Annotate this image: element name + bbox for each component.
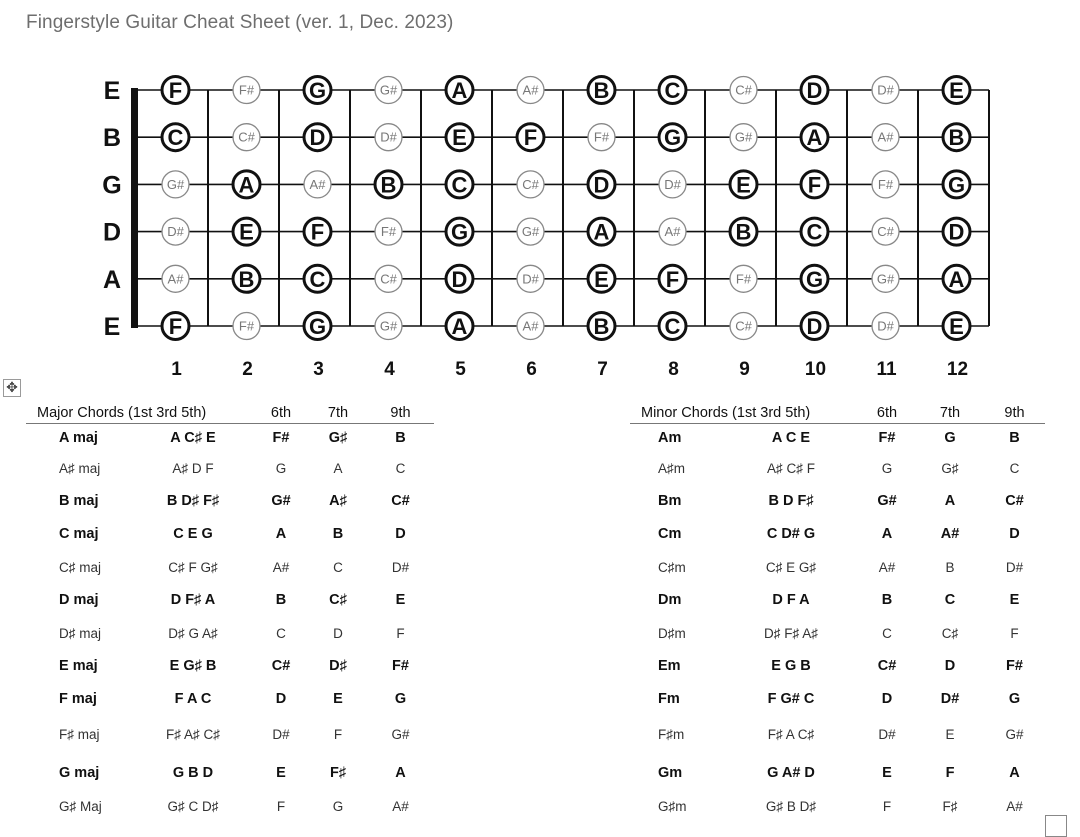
note-label: G <box>308 314 327 339</box>
minor-chord-name: Fm <box>658 691 680 707</box>
major-row <box>26 518 434 551</box>
fret-number: 1 <box>171 359 182 380</box>
note-label: E <box>452 125 467 151</box>
note-label: G# <box>734 129 753 145</box>
minor-header-6th: 6th <box>858 403 916 424</box>
note-label: A <box>806 125 823 151</box>
major-chord-6th: G# <box>271 493 291 509</box>
major-header-row <box>26 403 434 424</box>
major-row <box>26 716 434 754</box>
minor-chord-6th: G# <box>877 493 897 509</box>
table-move-handle-icon[interactable]: ✥ <box>3 379 21 397</box>
minor-chord-7th: D# <box>940 691 960 707</box>
note-label: A# <box>522 82 539 98</box>
major-chord-notes: D♯ G A♯ <box>168 625 218 641</box>
minor-row <box>630 485 1045 518</box>
note-label: G# <box>379 318 398 334</box>
major-chord-9th: D# <box>391 559 410 575</box>
major-chord-9th: E <box>395 592 406 608</box>
minor-header-row <box>630 403 1045 424</box>
minor-chord-notes: C♯ E G♯ <box>765 559 817 575</box>
note-label: C# <box>238 129 255 145</box>
note-label: G# <box>876 271 895 287</box>
note-label: D <box>309 125 326 151</box>
major-chord-name: G♯ Maj <box>59 799 102 814</box>
minor-chord-6th: A# <box>878 559 896 575</box>
minor-chord-name: Cm <box>658 526 682 542</box>
note-label: C <box>664 78 681 103</box>
note-label: A <box>948 266 965 292</box>
minor-chord-9th: E <box>1009 592 1020 608</box>
major-row <box>26 650 434 683</box>
major-chord-6th: F# <box>272 429 290 446</box>
minor-chord-6th: D <box>881 691 893 707</box>
note-label: C <box>664 314 681 339</box>
fret-number: 3 <box>313 359 324 380</box>
minor-row <box>630 584 1045 617</box>
note-label: F <box>807 172 822 198</box>
note-label: F# <box>380 224 397 240</box>
major-chord-7th: D <box>333 625 343 641</box>
major-chord-6th: D <box>275 691 287 707</box>
note-label: G# <box>166 176 185 192</box>
minor-chord-name: Am <box>658 429 682 446</box>
minor-chord-name: F♯m <box>658 727 685 742</box>
minor-chord-notes: D♯ F♯ A♯ <box>763 625 818 641</box>
minor-chord-6th: G <box>881 460 893 476</box>
string-label: G <box>102 171 122 200</box>
minor-chord-7th: G <box>944 429 956 446</box>
major-chord-name: F maj <box>59 691 97 707</box>
note-label: D# <box>167 224 184 240</box>
minor-row <box>630 551 1045 584</box>
fret-number: 12 <box>946 359 969 380</box>
note-label: C# <box>735 82 752 98</box>
major-chord-6th: E <box>276 764 286 781</box>
major-chord-name: A♯ maj <box>59 460 101 476</box>
string-label: D <box>102 218 122 247</box>
fret-number: 11 <box>876 359 897 380</box>
note-label: B <box>948 125 965 151</box>
fret-number: 5 <box>455 359 466 380</box>
note-label: G# <box>521 224 540 240</box>
major-chord-9th: A# <box>392 799 409 814</box>
major-row <box>26 551 434 584</box>
note-label: F# <box>735 271 752 287</box>
note-label: A# <box>309 176 326 192</box>
minor-row <box>630 617 1045 650</box>
note-label: B <box>593 78 610 103</box>
fret-number: 10 <box>804 359 827 380</box>
nut <box>131 88 138 328</box>
note-label: D# <box>877 82 894 98</box>
major-chord-7th: G♯ <box>328 429 348 446</box>
major-chord-9th: D <box>395 526 406 542</box>
fret-number: 9 <box>739 359 750 380</box>
minor-chord-6th: A <box>881 526 893 542</box>
minor-chord-notes: E G B <box>771 658 811 674</box>
minor-chord-name: Dm <box>658 592 682 608</box>
note-label: D# <box>522 271 539 287</box>
major-chord-name: D♯ maj <box>59 625 102 641</box>
note-label: F <box>168 78 183 103</box>
note-label: E <box>594 266 609 292</box>
major-chord-9th: A <box>395 764 406 781</box>
fret-number: 8 <box>668 359 679 380</box>
minor-chord-name: C♯m <box>658 559 686 575</box>
note-label: C# <box>735 318 752 334</box>
minor-chord-7th: G♯ <box>941 460 959 476</box>
minor-chord-7th: F <box>945 764 955 781</box>
minor-chord-notes: C D# G <box>766 526 816 542</box>
minor-chord-6th: F <box>882 799 892 814</box>
minor-chord-7th: C <box>944 592 956 608</box>
major-chord-name: F♯ maj <box>59 727 100 742</box>
minor-chord-7th: A <box>944 493 956 509</box>
minor-chord-notes: F G# C <box>767 691 815 707</box>
note-label: D <box>806 78 823 103</box>
minor-chord-6th: F# <box>878 429 896 446</box>
major-row <box>26 792 434 822</box>
major-chord-6th: G <box>275 460 287 476</box>
note-label: F <box>168 314 183 339</box>
major-chord-7th: F♯ <box>329 764 347 781</box>
major-chord-6th: A# <box>272 559 290 575</box>
minor-chord-7th: D <box>944 658 956 674</box>
major-row <box>26 683 434 716</box>
major-chord-6th: C <box>276 625 286 641</box>
minor-chord-notes: A C E <box>771 429 811 446</box>
major-chord-6th: A <box>275 526 287 542</box>
minor-chord-name: Gm <box>658 764 683 781</box>
major-chord-notes: G B D <box>172 764 214 781</box>
note-label: D <box>948 219 965 245</box>
minor-chord-name: A♯m <box>658 460 685 476</box>
note-label: C# <box>522 176 539 192</box>
major-chord-notes: D F♯ A <box>170 592 216 608</box>
note-label: G# <box>379 82 398 98</box>
string-label: A <box>102 265 122 294</box>
minor-row <box>630 754 1045 792</box>
major-chord-7th: A <box>333 460 343 476</box>
fret-number: 2 <box>242 359 253 380</box>
major-row <box>26 424 434 452</box>
note-label: D# <box>664 176 681 192</box>
major-chord-7th: C <box>333 559 343 575</box>
major-chord-9th: C# <box>391 493 410 509</box>
minor-chord-notes: D F A <box>772 592 810 608</box>
minor-row <box>630 683 1045 716</box>
major-chord-notes: A♯ D F <box>172 460 214 476</box>
major-chord-6th: B <box>275 592 287 608</box>
major-chord-name: G maj <box>59 764 100 781</box>
minor-chord-9th: D <box>1009 526 1020 542</box>
major-header-6th: 6th <box>253 403 309 424</box>
note-label: A# <box>877 129 894 145</box>
major-row <box>26 754 434 792</box>
note-label: C <box>806 219 823 245</box>
major-chord-7th: B <box>332 526 344 542</box>
minor-chord-6th: B <box>881 592 893 608</box>
note-label: A <box>593 219 610 245</box>
note-label: C <box>451 172 468 198</box>
note-label: F# <box>238 82 255 98</box>
minor-row <box>630 792 1045 822</box>
note-label: B <box>735 219 752 245</box>
minor-chord-7th: E <box>945 727 955 742</box>
minor-chord-9th: G# <box>1005 727 1024 742</box>
minor-chord-9th: D# <box>1005 559 1024 575</box>
major-chord-6th: D# <box>272 727 290 742</box>
note-label: A# <box>167 271 184 287</box>
major-chord-7th: A♯ <box>329 493 347 509</box>
minor-header-7th: 7th <box>916 403 984 424</box>
fret-number: 7 <box>597 359 608 380</box>
minor-chord-6th: C <box>882 625 892 641</box>
minor-chords-table <box>630 403 1045 822</box>
major-row <box>26 485 434 518</box>
major-chord-9th: B <box>395 429 406 446</box>
minor-chord-6th: D# <box>878 727 896 742</box>
major-row <box>26 617 434 650</box>
major-chord-notes: F A C <box>174 691 212 707</box>
note-label: D <box>451 266 468 292</box>
minor-chord-6th: C# <box>877 658 897 674</box>
minor-row <box>630 452 1045 485</box>
note-label: D <box>806 314 823 339</box>
major-chord-6th: C# <box>271 658 291 674</box>
major-header-9th: 9th <box>367 403 434 424</box>
note-label: A <box>238 172 255 198</box>
note-label: G <box>663 125 682 151</box>
minor-chord-9th: A <box>1009 764 1020 781</box>
string-label: E <box>103 313 121 341</box>
note-label: A# <box>664 224 681 240</box>
major-row <box>26 452 434 485</box>
minor-chord-9th: C <box>1009 460 1020 476</box>
note-label: B <box>380 172 397 198</box>
major-chord-notes: E G♯ B <box>169 658 217 674</box>
minor-chord-9th: A# <box>1006 799 1023 814</box>
note-label: E <box>736 172 751 198</box>
minor-chord-6th: E <box>882 764 892 781</box>
minor-chord-9th: F <box>1010 625 1019 641</box>
major-chords-table <box>26 403 434 822</box>
fret-number: 4 <box>384 359 395 380</box>
string-label: E <box>103 77 121 105</box>
minor-chord-7th: B <box>945 559 955 575</box>
major-chord-name: E maj <box>59 658 98 674</box>
minor-header-9th: 9th <box>984 403 1045 424</box>
minor-chord-notes: F♯ A C♯ <box>767 727 815 742</box>
resize-handle[interactable] <box>1045 815 1067 837</box>
note-label: A# <box>522 318 539 334</box>
note-label: C# <box>877 224 894 240</box>
note-label: G <box>308 78 327 103</box>
major-chord-name: B maj <box>59 493 99 509</box>
note-label: F# <box>593 129 610 145</box>
major-chord-7th: G <box>332 799 344 814</box>
note-label: B <box>593 314 610 339</box>
minor-chord-notes: G♯ B D♯ <box>765 799 817 814</box>
minor-row <box>630 716 1045 754</box>
minor-row <box>630 650 1045 683</box>
major-chord-notes: C E G <box>173 526 213 542</box>
note-label: A <box>451 314 468 339</box>
major-header-chords: Major Chords (1st 3rd 5th) <box>26 403 253 424</box>
minor-chord-name: Em <box>658 658 681 674</box>
minor-chord-name: G♯m <box>658 799 687 814</box>
note-label: C <box>167 125 184 151</box>
document-title: Fingerstyle Guitar Cheat Sheet (ver. 1, Dec. 2023) <box>26 12 454 33</box>
fret-number: 6 <box>526 359 537 380</box>
major-row <box>26 584 434 617</box>
string-label: B <box>102 124 122 153</box>
minor-chord-9th: C# <box>1005 493 1024 509</box>
minor-chord-9th: G <box>1008 691 1021 707</box>
minor-chord-notes: G A# D <box>767 764 815 781</box>
major-chord-9th: C <box>395 460 406 476</box>
minor-chord-name: D♯m <box>658 625 686 641</box>
note-label: D# <box>380 129 397 145</box>
major-chord-7th: F <box>333 727 343 742</box>
major-chord-7th: C♯ <box>329 592 347 608</box>
major-chord-9th: F# <box>392 658 409 674</box>
minor-chord-name: Bm <box>658 493 682 509</box>
minor-chord-9th: F# <box>1006 658 1023 674</box>
note-label: C <box>309 266 326 292</box>
note-label: E <box>239 219 254 245</box>
major-chord-name: A maj <box>59 429 98 446</box>
note-label: E <box>949 314 964 339</box>
minor-chord-7th: F♯ <box>942 799 958 814</box>
major-chord-notes: F♯ A♯ C♯ <box>165 727 220 742</box>
major-chord-notes: C♯ F G♯ <box>168 559 218 575</box>
major-chord-7th: E <box>333 691 343 707</box>
major-header-7th: 7th <box>309 403 367 424</box>
major-chord-notes: A C♯ E <box>170 429 216 446</box>
major-chord-name: C maj <box>59 526 99 542</box>
note-label: F <box>310 219 325 245</box>
major-chord-notes: G♯ C D♯ <box>167 799 219 814</box>
major-chord-9th: F <box>396 625 405 641</box>
fretboard-diagram <box>0 0 1080 400</box>
minor-chord-notes: B D F♯ <box>768 493 814 509</box>
minor-row <box>630 424 1045 452</box>
major-chord-9th: G# <box>391 727 410 742</box>
minor-chord-7th: A# <box>940 526 960 542</box>
note-label: D# <box>877 318 894 334</box>
minor-chord-7th: C♯ <box>941 625 959 641</box>
note-label: F# <box>238 318 255 334</box>
note-label: F <box>523 125 538 151</box>
note-label: G <box>450 219 469 245</box>
note-label: E <box>949 78 964 103</box>
note-label: A <box>451 78 468 103</box>
major-chord-9th: G <box>394 691 407 707</box>
major-chord-7th: D♯ <box>329 658 347 674</box>
note-label: D <box>593 172 610 198</box>
note-label: C# <box>380 271 397 287</box>
note-label: F# <box>877 176 894 192</box>
note-label: B <box>238 266 255 292</box>
note-label: F <box>665 266 680 292</box>
minor-chord-9th: B <box>1009 429 1020 446</box>
minor-row <box>630 518 1045 551</box>
minor-header-chords: Minor Chords (1st 3rd 5th) <box>630 403 858 424</box>
major-chord-6th: F <box>276 799 286 814</box>
major-chord-name: C♯ maj <box>59 559 102 575</box>
note-label: G <box>947 172 966 198</box>
major-chord-name: D maj <box>59 592 99 608</box>
note-label: G <box>805 266 824 292</box>
major-chord-notes: B D♯ F♯ <box>166 493 220 509</box>
minor-chord-notes: A♯ C♯ F <box>766 460 815 476</box>
